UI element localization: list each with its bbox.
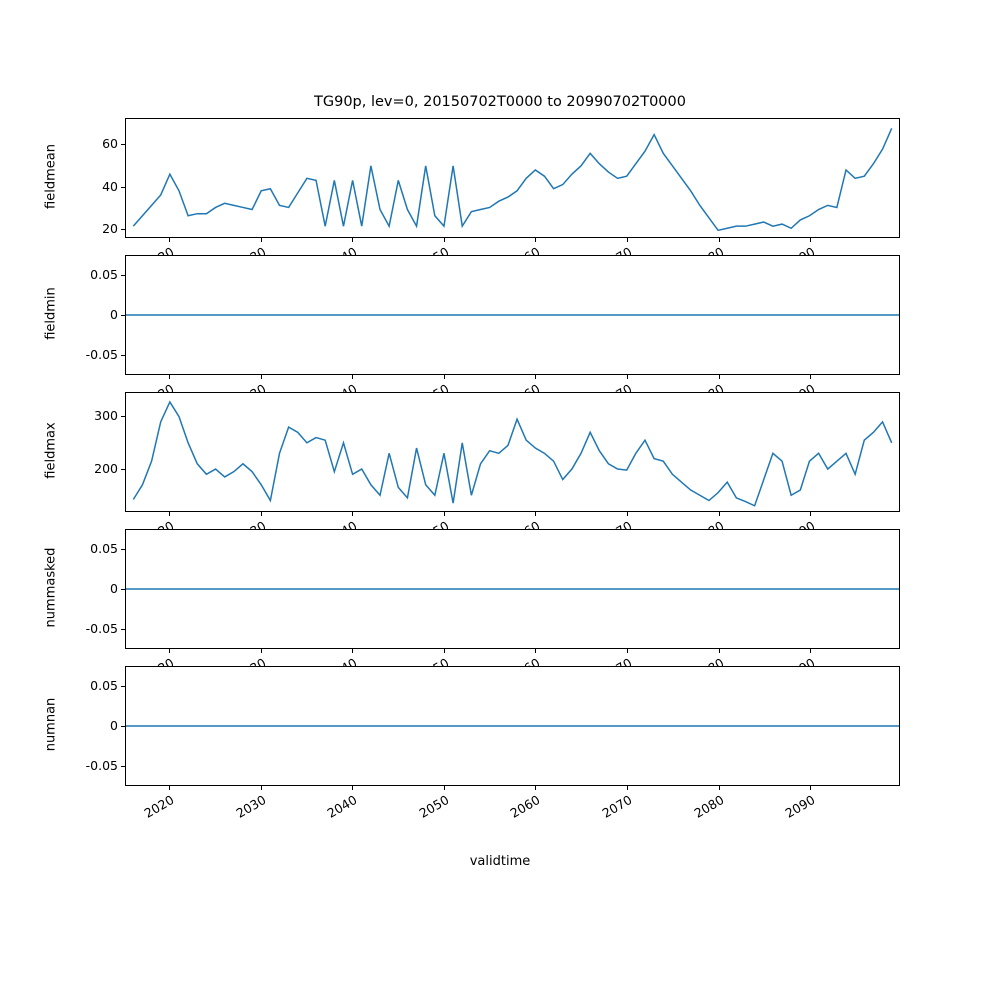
- subplot-nummasked: [125, 529, 900, 649]
- x-tick-mark: [535, 375, 536, 379]
- x-tick-label: 2030: [233, 792, 269, 821]
- data-line: [133, 128, 891, 230]
- y-tick-label: -0.05: [85, 758, 118, 773]
- x-tick-mark: [810, 512, 811, 516]
- x-tick-mark: [810, 649, 811, 653]
- y-tick-mark: [121, 315, 125, 316]
- subplot-fieldmean: [125, 118, 900, 238]
- x-tick-mark: [169, 238, 170, 242]
- x-tick-label: 2040: [324, 792, 360, 821]
- y-axis-label-nummasked: nummasked: [43, 547, 59, 628]
- x-tick-mark: [352, 649, 353, 653]
- x-tick-mark: [627, 786, 628, 790]
- x-tick-mark: [627, 238, 628, 242]
- y-tick-label: 200: [94, 461, 118, 477]
- x-tick-mark: [810, 238, 811, 242]
- x-tick-mark: [535, 649, 536, 653]
- x-tick-mark: [169, 649, 170, 653]
- y-tick-mark: [121, 766, 125, 767]
- x-tick-mark: [261, 238, 262, 242]
- x-tick-mark: [444, 649, 445, 653]
- y-tick-label: -0.05: [85, 621, 118, 636]
- x-tick-mark: [627, 512, 628, 516]
- x-tick-mark: [535, 512, 536, 516]
- y-tick-mark: [121, 416, 125, 417]
- y-tick-label: 60: [102, 136, 118, 152]
- y-tick-label: 20: [102, 221, 118, 237]
- x-tick-mark: [261, 512, 262, 516]
- y-tick-mark: [121, 629, 125, 630]
- y-tick-mark: [121, 589, 125, 590]
- x-tick-mark: [352, 238, 353, 242]
- y-tick-label: 0.05: [90, 267, 118, 282]
- y-tick-mark: [121, 549, 125, 550]
- x-tick-label: 2070: [599, 792, 635, 821]
- y-tick-label: 0.05: [90, 678, 118, 693]
- x-tick-mark: [719, 786, 720, 790]
- y-tick-mark: [121, 144, 125, 145]
- y-tick-mark: [121, 229, 125, 230]
- subplot-numnan: [125, 666, 900, 786]
- x-tick-mark: [719, 238, 720, 242]
- subplot-fieldmin: [125, 255, 900, 375]
- x-tick-mark: [444, 786, 445, 790]
- y-axis-label-fieldmin: fieldmin: [43, 287, 59, 340]
- y-tick-label: 0: [110, 307, 118, 322]
- x-tick-mark: [261, 649, 262, 653]
- y-tick-label: 0: [110, 581, 118, 596]
- x-tick-mark: [627, 649, 628, 653]
- x-tick-label: 2060: [507, 792, 543, 821]
- x-tick-label: 2080: [691, 792, 727, 821]
- y-tick-label: -0.05: [85, 347, 118, 362]
- x-tick-mark: [719, 375, 720, 379]
- x-tick-mark: [719, 512, 720, 516]
- y-axis-label-numnan: numnan: [43, 697, 59, 752]
- x-tick-mark: [169, 512, 170, 516]
- y-axis-label-fieldmax: fieldmax: [43, 422, 59, 479]
- y-tick-label: 0: [110, 718, 118, 733]
- x-tick-label: 2020: [141, 792, 177, 821]
- y-tick-mark: [121, 355, 125, 356]
- subplot-fieldmax: [125, 392, 900, 512]
- x-tick-label: 2090: [782, 792, 818, 821]
- x-tick-mark: [444, 512, 445, 516]
- y-axis-label-fieldmean: fieldmean: [43, 144, 59, 209]
- y-tick-mark: [121, 469, 125, 470]
- x-tick-mark: [261, 375, 262, 379]
- y-tick-label: 0.05: [90, 541, 118, 556]
- x-tick-mark: [352, 512, 353, 516]
- y-tick-mark: [121, 275, 125, 276]
- x-tick-mark: [444, 375, 445, 379]
- y-tick-mark: [121, 187, 125, 188]
- x-tick-mark: [627, 375, 628, 379]
- x-tick-mark: [535, 238, 536, 242]
- x-tick-mark: [535, 786, 536, 790]
- x-tick-mark: [169, 786, 170, 790]
- x-tick-mark: [352, 786, 353, 790]
- data-line: [133, 402, 891, 506]
- x-tick-mark: [810, 375, 811, 379]
- y-tick-mark: [121, 726, 125, 727]
- y-tick-mark: [121, 686, 125, 687]
- x-axis-label: validtime: [469, 854, 531, 869]
- x-tick-label: 2050: [416, 792, 452, 821]
- y-tick-label: 40: [102, 178, 118, 194]
- x-tick-mark: [719, 649, 720, 653]
- x-tick-mark: [444, 238, 445, 242]
- y-tick-label: 300: [94, 408, 118, 423]
- x-tick-mark: [169, 375, 170, 379]
- x-tick-mark: [261, 786, 262, 790]
- x-tick-mark: [810, 786, 811, 790]
- chart-title: TG90p, lev=0, 20150702T0000 to 20990702T0000: [314, 94, 686, 110]
- x-tick-mark: [352, 375, 353, 379]
